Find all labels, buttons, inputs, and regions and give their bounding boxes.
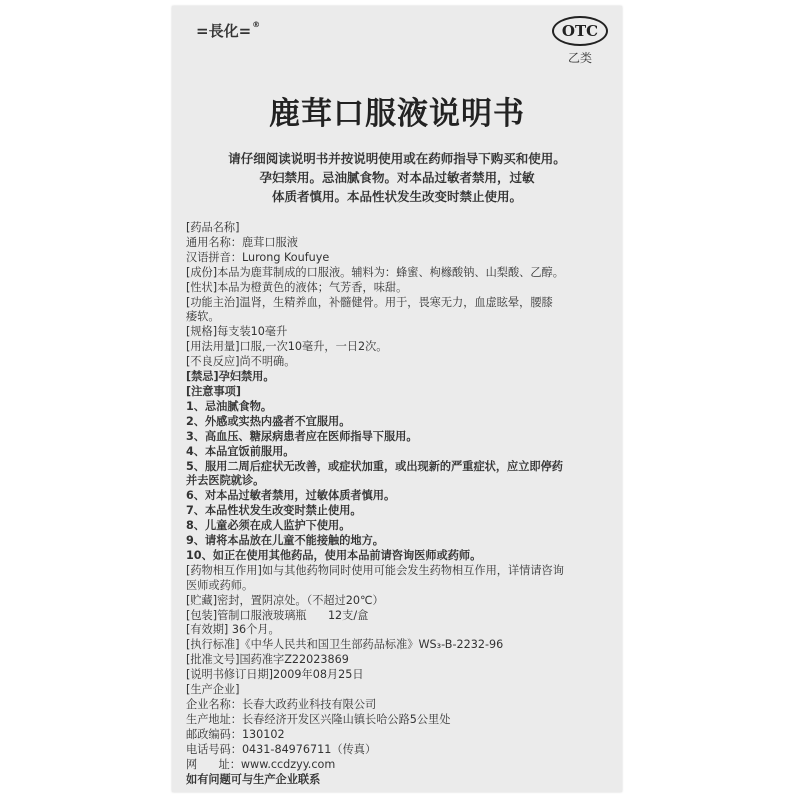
precaution-item: 并去医院就诊。: [186, 474, 265, 488]
body-line: [包装]管制口服液玻璃瓶 12支/盒: [186, 608, 369, 622]
leaflet-body: [186, 221, 604, 787]
body-line: [不良反应]尚不明确。: [186, 355, 296, 369]
otc-badge: [550, 16, 610, 66]
warning-notice: [186, 149, 608, 206]
registered-mark: ®: [252, 20, 261, 29]
leaflet-sheet: [172, 6, 622, 792]
notice-line: 请仔细阅读说明书并按说明使用或在药师指导下购买和使用。: [228, 151, 566, 166]
body-line: 痿软。: [186, 310, 220, 324]
body-line: [用法用量]口服,一次10毫升，一日2次。: [186, 340, 388, 354]
precaution-item: 10、如正在使用其他药品，使用本品前请咨询医师或药师。: [186, 548, 482, 562]
body-line: 医师或药师。: [186, 578, 254, 592]
document-title: 鹿茸口服液说明书: [269, 96, 525, 132]
body-line: [贮藏]密封，置阴凉处。（不超过20℃）: [186, 593, 384, 607]
body-line: [功能主治]温肾，生精养血，补髓健骨。用于，畏寒无力，血虚眩晕，腰膝: [186, 295, 553, 309]
body-line: 网 址：www.ccdzyy.com: [186, 757, 336, 771]
notice-line: 体质者慎用。本品性状发生改变时禁止使用。: [271, 189, 522, 204]
precaution-item: 8、儿童必须在成人监护下使用。: [186, 519, 351, 533]
body-line: 生产地址：长春经济开发区兴隆山镇长哈公路5公里处: [186, 712, 451, 726]
brand-logo: [196, 20, 260, 41]
body-line: 汉语拼音：Lurong Koufuye: [186, 250, 330, 264]
precaution-item: 5、服用二周后症状无改善，或症状加重，或出现新的严重症状，应立即停药: [186, 459, 563, 473]
precaution-item: 2、外感或实热内盛者不宜服用。: [186, 414, 351, 428]
body-line: [执行标准]《中华人民共和国卫生部药品标准》WS₃-B-2232-96: [186, 638, 504, 652]
body-line: 邮政编码：130102: [186, 727, 285, 741]
precaution-item: 7、本品性状发生改变时禁止使用。: [186, 504, 362, 518]
body-line: 通用名称：鹿茸口服液: [186, 235, 298, 249]
body-line: [批准文号]国药准字Z22023869: [186, 653, 349, 667]
precaution-item: 4、本品宜饭前服用。: [186, 444, 295, 458]
body-line: [有效期] 36个月。: [186, 623, 280, 637]
section-heading: [注意事项]: [186, 384, 241, 398]
otc-category: 乙类: [567, 51, 592, 65]
section-heading: [生产企业]: [186, 683, 240, 697]
precaution-item: 6、对本品过敏者禁用，过敏体质者慎用。: [186, 489, 396, 503]
otc-label: OTC: [552, 16, 608, 46]
precaution-item: 3、高血压、糖尿病患者应在医师指导下服用。: [186, 429, 418, 443]
precaution-item: 1、忌油腻食物。: [186, 399, 273, 413]
body-line: 电话号码：0431-84976711（传真）: [186, 742, 377, 756]
brand-logo-text: =長化=: [196, 22, 252, 40]
section-heading: [药品名称]: [186, 221, 240, 234]
contraindication-line: [禁忌]孕妇禁用。: [186, 370, 275, 384]
precaution-item: 9、请将本品放在儿童不能接触的地方。: [186, 534, 384, 548]
body-line: [规格]每支装10毫升: [186, 325, 288, 339]
body-line: [说明书修订日期]2009年08月25日: [186, 668, 364, 682]
body-line: 企业名称：长春大政药业科技有限公司: [186, 698, 377, 711]
body-line: [药物相互作用]如与其他药物同时使用可能会发生药物相互作用，详情请咨询: [186, 563, 564, 577]
body-line: [成份]本品为鹿茸制成的口服液。辅料为：蜂蜜、枸橼酸钠、山梨酸、乙醇。: [186, 265, 564, 279]
body-line: [性状]本品为橙黄色的液体；气芳香，味甜。: [186, 280, 408, 294]
notice-line: 孕妇禁用。忌油腻食物。对本品过敏者禁用，过敏: [259, 170, 535, 185]
contact-note: 如有问题可与生产企业联系: [186, 772, 321, 786]
